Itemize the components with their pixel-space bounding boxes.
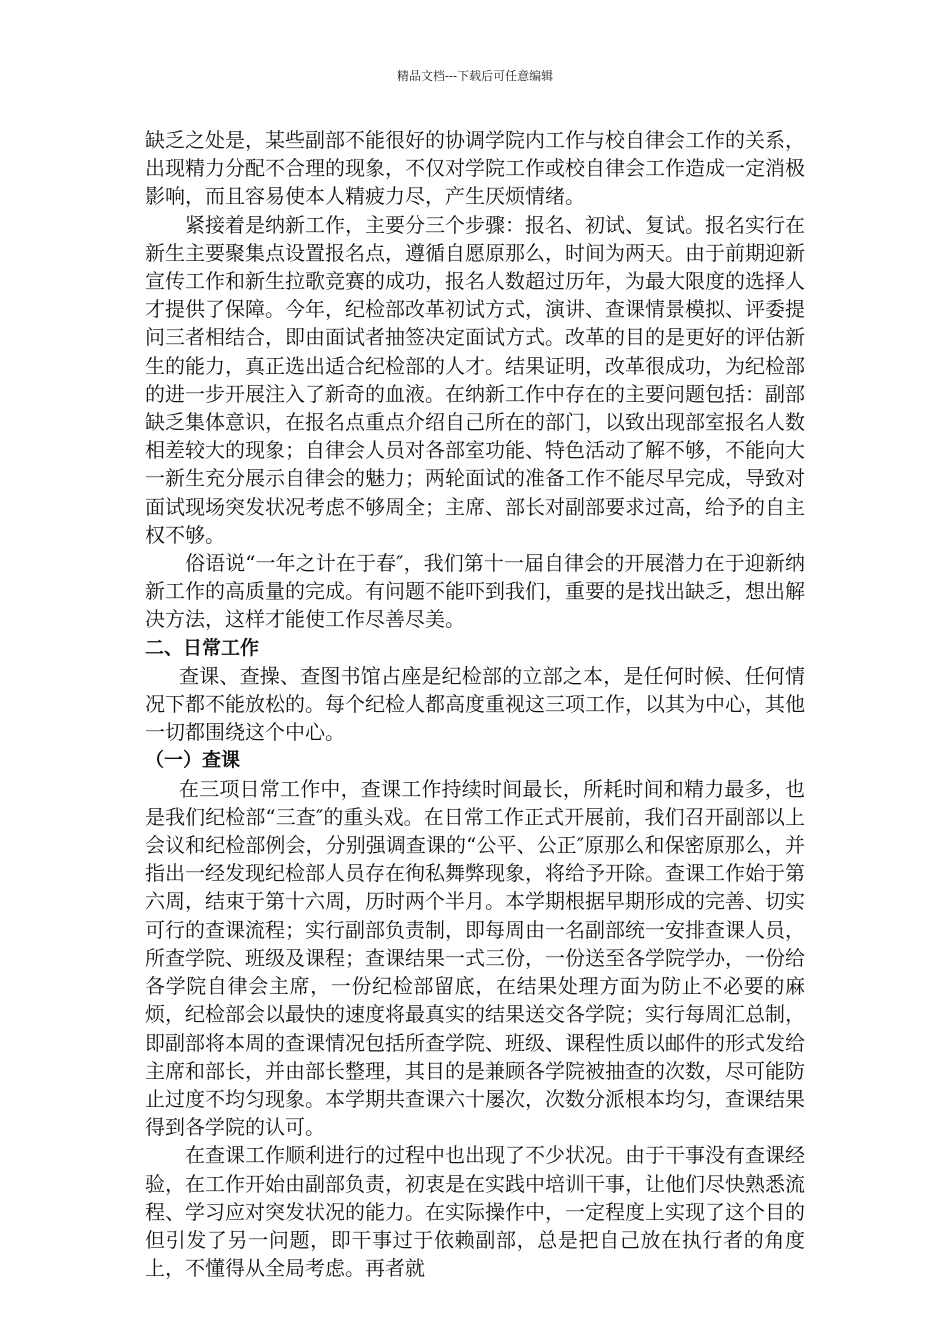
paragraph-4: 查课、查操、查图书馆占座是纪检部的立部之本，是任何时候、任何情况下都不能放松的。每个纪检人都高度重视这三项工作，以其为中心，其他一切都围绕这个中心。 bbox=[145, 663, 805, 745]
document-body bbox=[145, 126, 805, 1282]
paragraph-1: 缺乏之处是，某些副部不能很好的协调学院内工作与校自律会工作的关系，出现精力分配不合理的现象，不仅对学院工作或校自律会工作造成一定消极影响，而且容易使本人精疲力尽，产生厌烦情绪。 bbox=[145, 128, 805, 209]
page-header: 精品文档---下载后可任意编辑 bbox=[396, 69, 554, 83]
paragraph-3: 俗语说“一年之计在于春″，我们第十一届自律会的开展潜力在于迎新纳新工作的高质量的完成。有问题不能吓到我们，重要的是找出缺乏，想出解决方法，这样才能使工作尽善尽美。 bbox=[145, 551, 805, 632]
paragraph-6: 在查课工作顺利进行的过程中也出现了不少状况。由于干事没有查课经验，在工作开始由副部负责，初衷是在实践中培训干事，让他们尽快熟悉流程、学习应对突发状况的能力。在实际操作中，一定程度上实现了这个目的但引发了另一问题，即干事过于依赖副部，总是把自己放在执行者的角度上，不懂得从全局考虑。再者就 bbox=[145, 1143, 805, 1281]
subsection-heading-class-check: （一）查课 bbox=[145, 749, 241, 772]
paragraph-2: 紧接着是纳新工作，主要分三个步骤：报名、初试、复试。报名实行在新生主要聚集点设置报名点，遵循自愿原那么，时间为两天。由于前期迎新宣传工作和新生拉歌竞赛的成功，报名人数超过历年，为最大限度的选择人才提供了保障。今年，纪检部改革初试方式，演讲、查课情景模拟、评委提问三者相结合，即由面试者抽签决定面试方式。改革的目的是更好的评估新生的能力，真正选出适合纪检部的人才。结果证明，改革很成功，为纪检部的进一步开展注入了新奇的血液。在纳新工作中存在的主要问题包括：副部缺乏集体意识，在报名点重点介绍自己所在的部门，以致出现部室报名人数相差较大的现象；自律会人员对各部室功能、特色活动了解不够，不能向大一新生充分展示自律会的魅力；两轮面试的准备工作不能尽早完成，导致对面试现场突发状况考虑不够周全；主席、部长对副部要求过高，给予的自主权不够。 bbox=[145, 212, 805, 547]
paragraph-5: 在三项日常工作中，查课工作持续时间最长，所耗时间和精力最多，也是我们纪检部“三查″的重头戏。在日常工作正式开展前，我们召开副部以上会议和纪检部例会，分别强调查课的“公平、公正″原那么和保密原那么，并指出一经发现纪检部人员存在徇私舞弊现象，将给予开除。查课工作始于第六周，结束于第十六周，历时两个半月。本学期根据早期形成的完善、切实可行的查课流程；实行副部负责制，即每周由一名副部统一安排查课人员，所查学院、班级及课程；查课结果一式三份，一份送至各学院学办，一份给各学院自律会主席，一份纪检部留底，在结果处理方面为防止不必要的麻烦，纪检部会以最快的速度将最真实的结果送交各学院；实行每周汇总制，即副部将本周的查课情况包括所查学院、班级、课程性质以邮件的形式发给主席和部长，并由部长整理，其目的是兼顾各学院被抽查的次数，尽可能防止过度不均匀现象。本学期共查课六十屡次，次数分派根本均匀，查课结果得到各学院的认可。 bbox=[145, 776, 805, 1140]
section-heading-daily-work: 二、日常工作 bbox=[145, 636, 260, 659]
